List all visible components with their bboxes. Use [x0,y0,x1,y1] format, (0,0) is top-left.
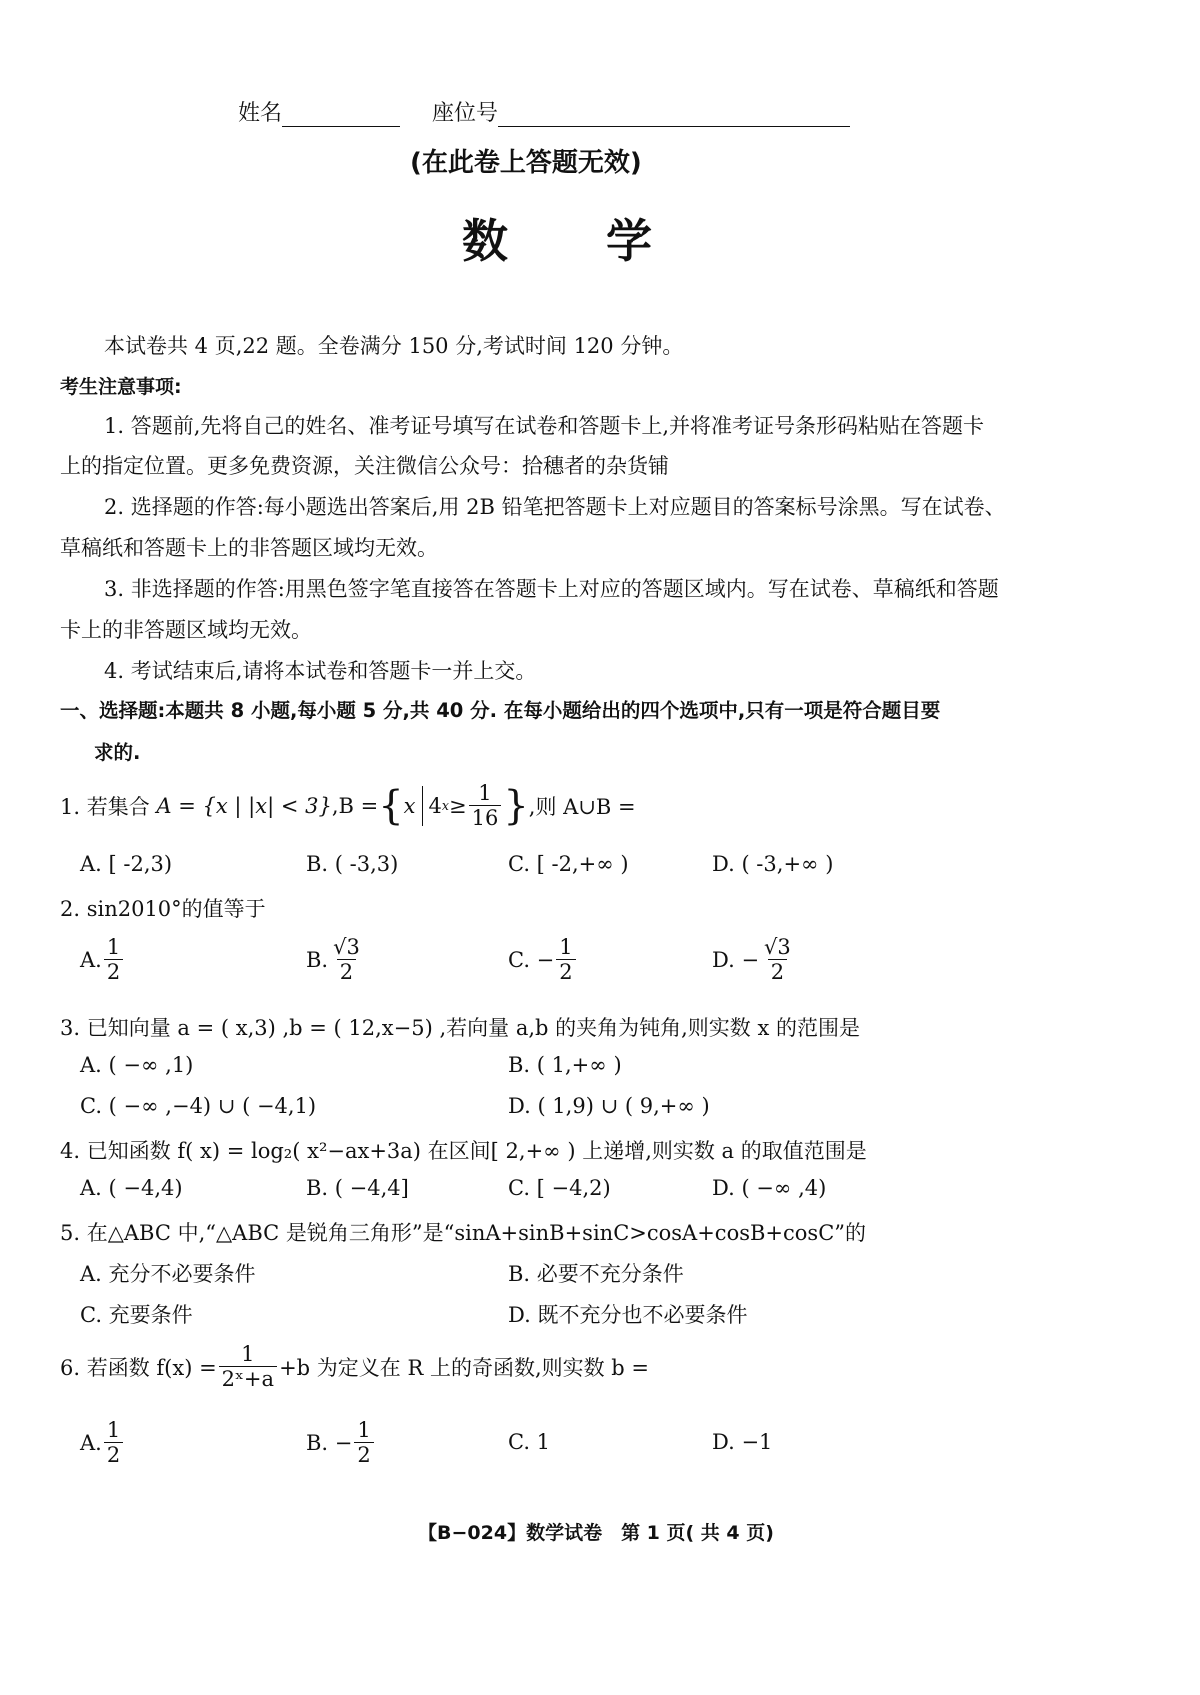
option-a: A. 充分不必要条件 [80,1262,256,1286]
frac-den: 2 [768,959,787,984]
name-blank [282,126,400,127]
name-field [238,96,400,127]
fraction [330,935,363,984]
note-line: 2. 选择题的作答:每小题选出答案后,用 2B 铅笔把答题卡上对应题目的答案标号涂黑。写在试卷、 [104,495,1006,519]
option-d: D. ( 1,9) ∪ ( 9,+∞ ) [508,1094,710,1118]
question-4: 4. 已知函数 f( x) = log₂( x²−ax+3a) 在区间[ 2,+∞ ) 上递增,则实数 a 的取值范围是 [60,1139,867,1163]
frac-num: 1 [241,1342,255,1366]
option-d: D. 既不充分也不必要条件 [508,1303,748,1327]
question-3: 3. 已知向量 a = ( x,3) ,b = ( 12,x−5) ,若向量 a,b 的夹角为钝角,则实数 x 的范围是 [60,1016,860,1040]
note-line: 上的指定位置。更多免费资源，关注微信公众号：拾穗者的杂货铺 [60,454,669,478]
question-1 [60,781,636,830]
option-b: B. ( 1,+∞ ) [508,1053,622,1077]
option-label: B. [306,947,329,972]
frac-den: 2 [337,959,356,984]
fraction [104,935,123,984]
option-d: D. ( −∞ ,4) [712,1176,827,1200]
option-b: B. ( −4,4] [306,1176,409,1200]
option-b: B. 必要不充分条件 [508,1262,684,1286]
option-c: C. 1 [508,1430,551,1454]
option-d [712,935,796,984]
q1-base: 4 [428,793,442,818]
q1-prefix: 1. 若集合 [60,794,150,819]
frac-den: 2 [104,959,123,984]
option-a: A. ( −4,4) [80,1176,183,1200]
frac-den: 2 [104,1442,123,1467]
option-a [80,1418,125,1467]
frac-den: 2ˣ+a [219,1366,277,1391]
page-title: 数 学 [462,214,654,268]
fraction [104,1418,123,1467]
option-label: A. [80,947,102,972]
option-a: A. [ -2,3) [80,852,173,876]
notes-heading: 考生注意事项: [60,376,182,398]
frac-num: √3 [333,935,360,959]
section-heading-cont: 求的. [94,741,141,764]
option-label: D. − [712,947,760,972]
frac-num: 1 [559,935,573,959]
seat-field [432,96,850,127]
note-line: 草稿纸和答题卡上的非答题区域均无效。 [60,536,438,560]
frac-num: 1 [478,781,492,805]
option-c: C. [ -2,+∞ ) [508,852,629,876]
set-divider [422,786,423,826]
seat-blank [498,126,850,127]
q6-suffix: +b 为定义在 R 上的奇函数,则实数 b = [279,1355,650,1380]
option-b [306,1418,376,1467]
option-b: B. ( -3,3) [306,852,399,876]
right-brace: } [503,782,529,829]
q1-geq: ≥ [448,793,467,818]
frac-num: 1 [106,935,121,959]
q1-set-a: A = {x | |x| < 3} [156,793,332,818]
q6-fraction [219,1342,277,1391]
option-label: B. − [306,1430,353,1455]
option-a [80,935,125,984]
option-c [508,935,578,984]
question-6 [60,1342,649,1391]
seat-label: 座位号 [432,101,499,126]
frac-num: 1 [357,1418,371,1442]
option-label: C. − [508,947,555,972]
fraction [761,935,794,984]
option-label: A. [80,1430,102,1455]
q1-exp: x [441,798,449,814]
fraction [354,1418,373,1467]
invalid-notice: (在此卷上答题无效) [410,148,642,178]
question-5: 5. 在△ABC 中,“△ABC 是锐角三角形”是“sinA+sinB+sinC>cosA+cosB+cosC”的 [60,1221,866,1245]
name-label: 姓名 [238,101,283,126]
q1-fraction [469,781,502,830]
frac-den: 2 [354,1442,373,1467]
section-heading: 一、选择题:本题共 8 小题,每小题 5 分,共 40 分. 在每小题给出的四个选项中,只有一项是符合题目要 [60,699,941,722]
option-b [306,935,365,984]
frac-num: 1 [106,1418,121,1442]
question-2: 2. sin2010°的值等于 [60,897,266,921]
q1-set-b-label: ,B = [331,793,379,818]
option-d: D. −1 [712,1430,773,1454]
note-line: 卡上的非答题区域均无效。 [60,618,312,642]
q1-suffix: ,则 A∪B = [528,794,636,819]
fraction [556,935,575,984]
option-c: C. ( −∞ ,−4) ∪ ( −4,1) [80,1094,317,1118]
note-line: 3. 非选择题的作答:用黑色签字笔直接答在答题卡上对应的答题区域内。写在试卷、草稿纸和答题 [104,577,999,601]
exam-intro: 本试卷共 4 页,22 题。全卷满分 150 分,考试时间 120 分钟。 [104,334,684,358]
option-a: A. ( −∞ ,1) [80,1053,194,1077]
frac-den: 2 [556,959,575,984]
option-c: C. [ −4,2) [508,1176,611,1200]
q1-var: x [403,793,416,818]
left-brace: { [378,782,404,829]
q6-prefix: 6. 若函数 f(x) = [60,1355,217,1380]
option-d: D. ( -3,+∞ ) [712,852,834,876]
page-footer: 【B−024】数学试卷 第 1 页( 共 4 页) [418,1522,774,1544]
note-line: 1. 答题前,先将自己的姓名、准考证号填写在试卷和答题卡上,并将准考证号条形码粘贴在答题卡 [104,414,985,438]
option-c: C. 充要条件 [80,1303,193,1327]
frac-den: 16 [469,805,502,830]
frac-num: √3 [764,935,791,959]
note-line: 4. 考试结束后,请将本试卷和答题卡一并上交。 [104,659,537,683]
